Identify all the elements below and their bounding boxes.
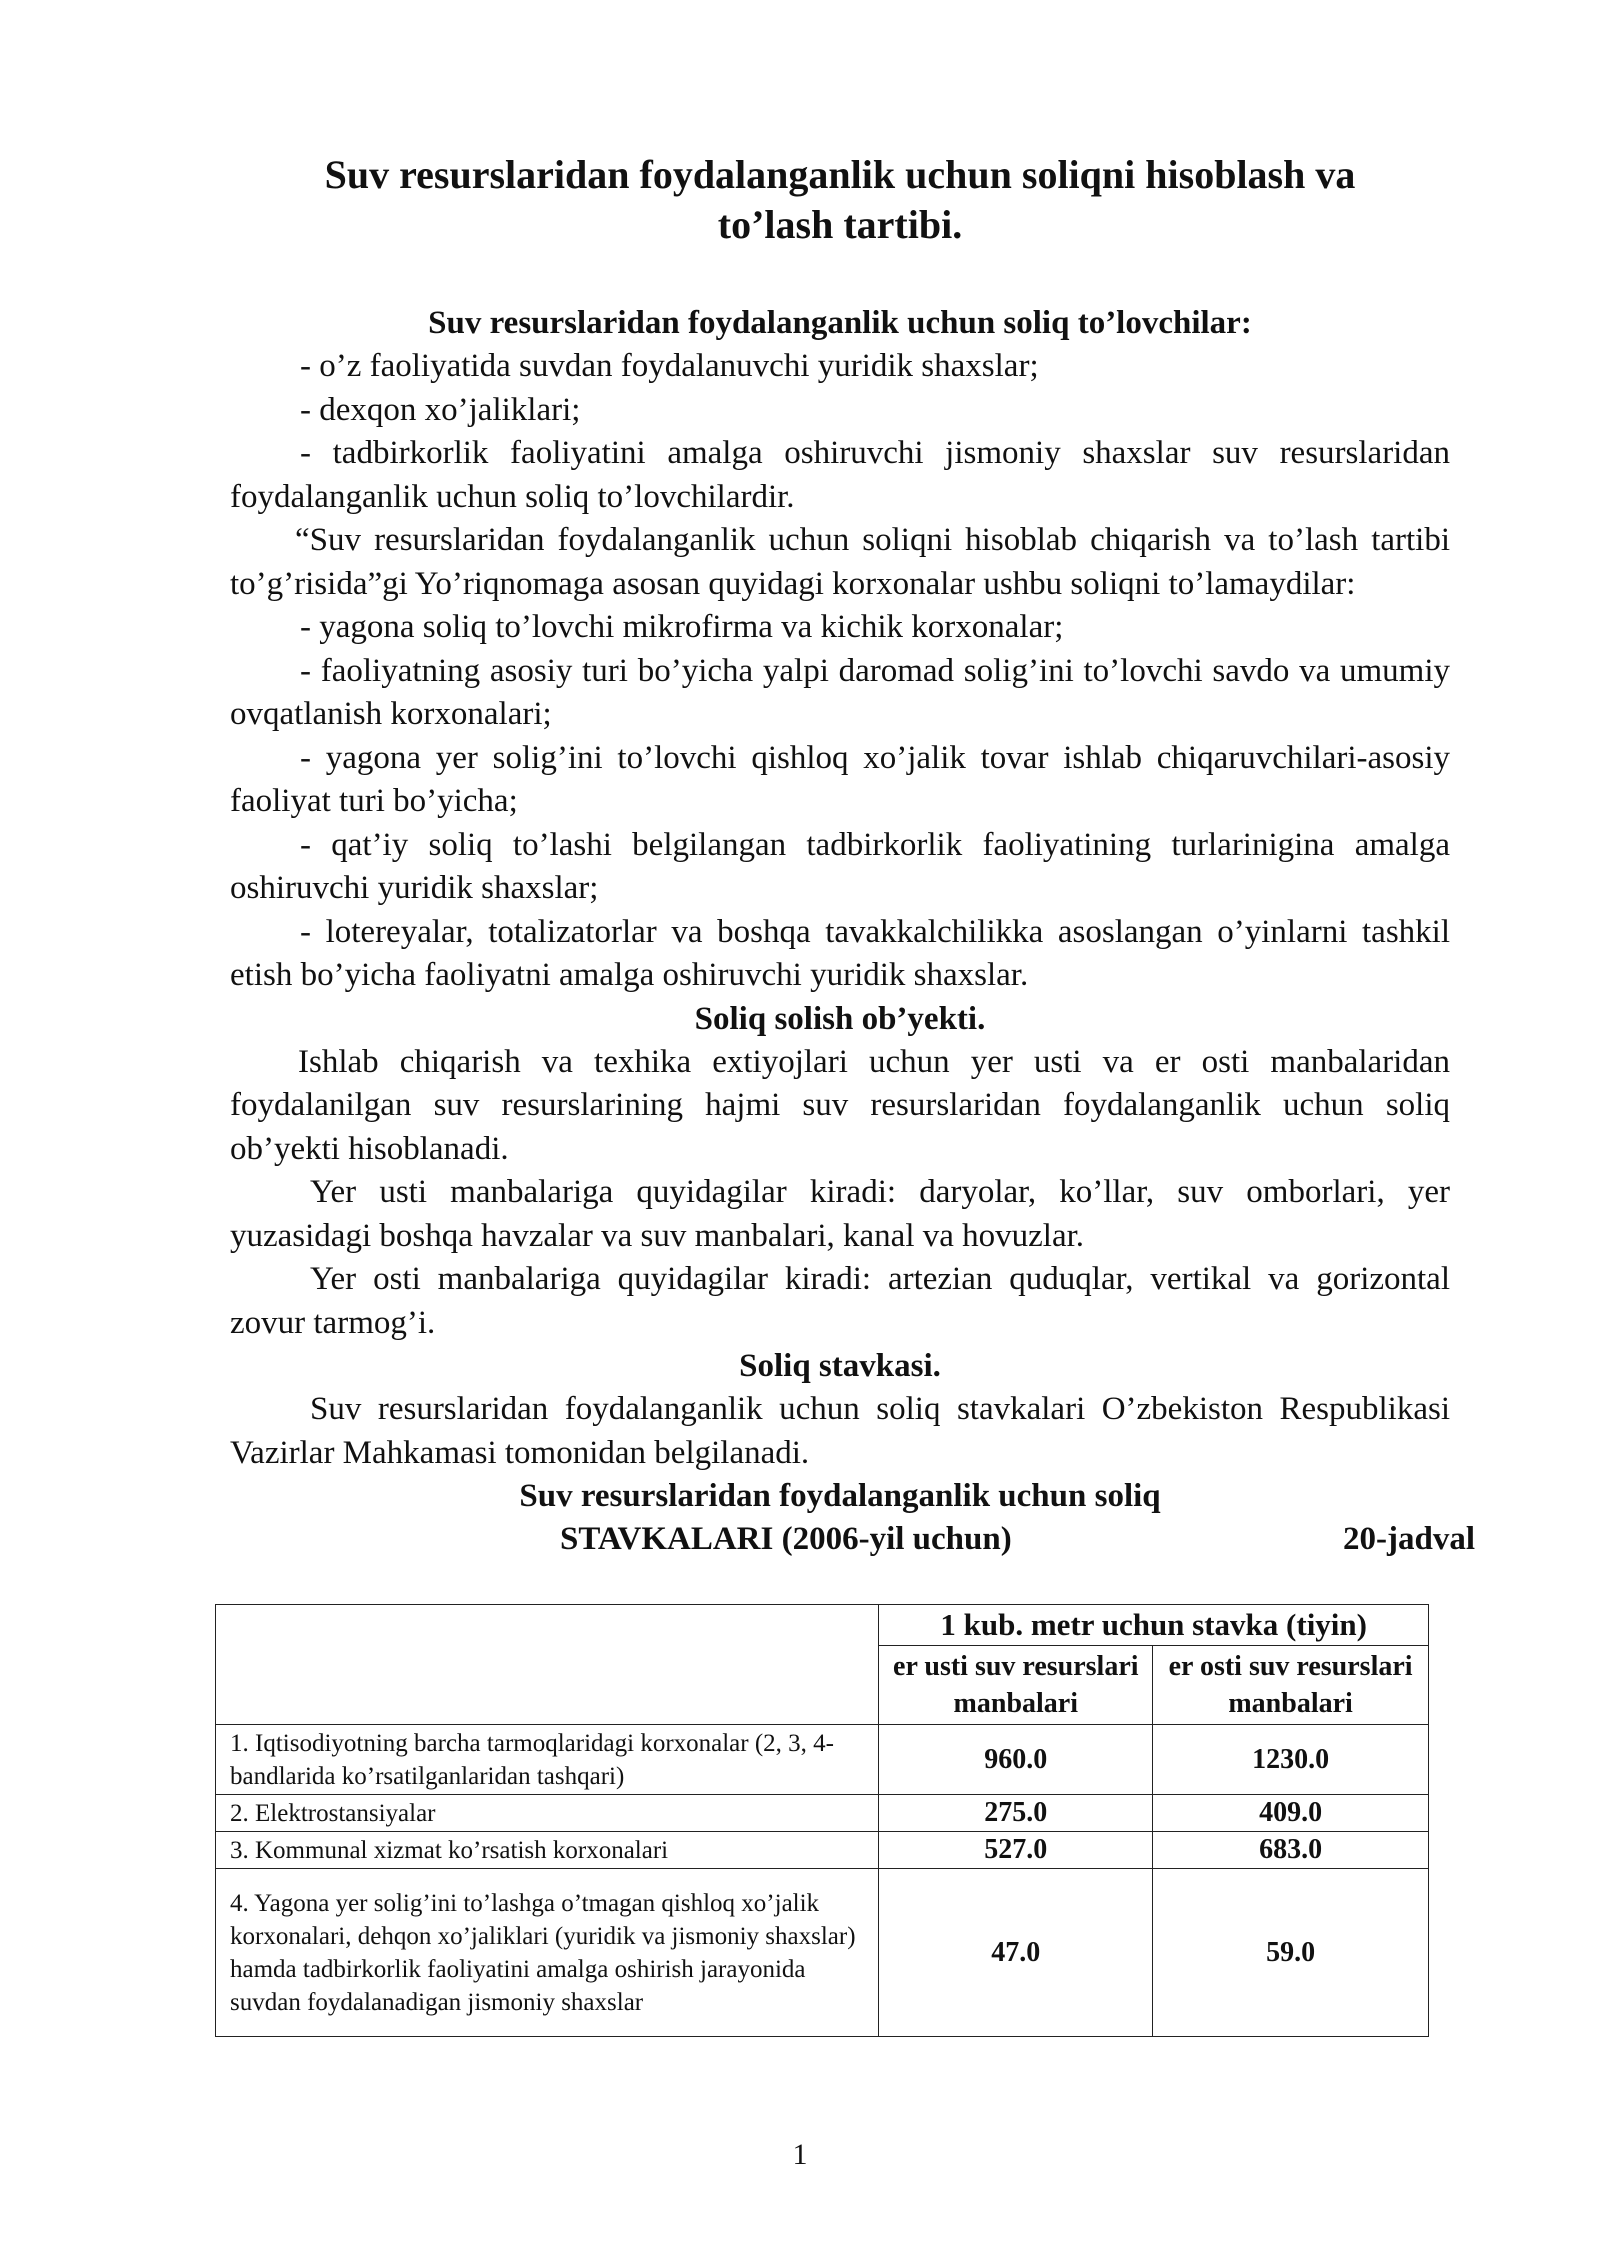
object-paragraph-2: Yer usti manbalariga quyidagilar kiradi: daryolar, ko’llar, suv omborlari, yer yuzasidagi boshqa havzalar va suv manbalari, kanal va hovuzlar. — [230, 1174, 1450, 1254]
table-row-surface-value: 275.0 — [879, 1795, 1153, 1832]
payers-item-3: - tadbirkorlik faoliyatini amalga oshiruvchi jismoniy shaxslar suv resurslaridan foydalanganlik uchun soliq to’lovchilardir. — [230, 435, 1450, 515]
rate-heading: Soliq stavkasi. — [739, 1348, 941, 1384]
exempt-item-1: - yagona soliq to’lovchi mikrofirma va kichik korxonalar; — [300, 609, 1064, 645]
exempt-item-5: - lotereyalar, totalizatorlar va boshqa tavakkalchilikka asoslangan o’yinlarni tashkil etish bo’yicha faoliyatni amalga oshiruvchi yuridik shaxslar. — [230, 913, 1450, 993]
exempt-item-3: - yagona yer solig’ini to’lovchi qishloq xo’jalik tovar ishlab chiqaruvchilari-asosiy faoliyat turi bo’yicha; — [230, 739, 1450, 819]
table-row-ground-value: 59.0 — [1153, 1869, 1429, 2037]
exempt-intro: “Suv resurslaridan foydalanganlik uchun soliqni hisoblab chiqarish va to’lash tartibi to’g’risida”gi Yo’riqnomaga asosan quyidagi korxonalar ushbu soliqni to’lamaydilar: — [230, 522, 1450, 602]
table-header-ground: er osti suv resurslari manbalari — [1153, 1646, 1429, 1725]
table-row-ground-value: 409.0 — [1153, 1795, 1429, 1832]
table-row-label: 3. Kommunal xizmat ko’rsatish korxonalari — [216, 1832, 879, 1869]
payers-item-2: - dexqon xo’jaliklari; — [300, 391, 581, 428]
payers-heading: Suv resurslaridan foydalanganlik uchun soliq to’lovchilar: — [428, 305, 1252, 341]
object-paragraph-1: Ishlab chiqarish va texhika extiyojlari uchun yer usti va er osti manbalaridan foydalanilgan suv resurslarining hajmi suv resurslaridan foydalanganlik uchun soliq ob’yekti hisoblanadi. — [230, 1043, 1450, 1167]
table-header-surface: er usti suv resurslari manbalari — [879, 1646, 1153, 1725]
table-row-ground-value: 683.0 — [1153, 1832, 1429, 1869]
table-row-surface-value: 960.0 — [879, 1725, 1153, 1795]
table-caption-line-2: STAVKALARI (2006-yil uchun) — [560, 1521, 1012, 1557]
document-page — [230, 150, 1475, 1561]
object-heading: Soliq solish ob’yekti. — [694, 1000, 986, 1037]
table-row-label: 4. Yagona yer solig’ini to’lashga o’tmagan qishloq xo’jalik korxonalari, dehqon xo’jaliklari (yuridik va jismoniy shaxslar) hamda tadbirkorlik faoliyatini amalga oshirish jarayonida suvdan foydalanadigan jismoniy shaxslar — [216, 1869, 879, 2037]
tax-rates-table — [215, 1604, 1429, 2037]
exempt-item-4: - qat’iy soliq to’lashi belgilangan tadbirkorlik faoliyatining turlarinigina amalga oshiruvchi yuridik shaxslar; — [230, 826, 1450, 906]
page-number: 1 — [792, 2138, 808, 2171]
table-row-label: 1. Iqtisodiyotning barcha tarmoqlaridagi korxonalar (2, 3, 4-bandlarida ko’rsatilganlaridan tashqari) — [216, 1725, 879, 1795]
table-caption-row — [230, 1518, 1475, 1561]
table-row-surface-value: 527.0 — [879, 1832, 1153, 1869]
table-row-label: 2. Elektrostansiyalar — [216, 1795, 879, 1832]
table-row — [216, 1869, 1429, 2037]
table-caption-line-1: Suv resurslaridan foydalanganlik uchun soliq — [519, 1478, 1161, 1514]
title-line-1: Suv resurslaridan foydalanganlik uchun soliqni hisoblash va — [324, 152, 1356, 197]
table-row — [216, 1795, 1429, 1832]
table-row — [216, 1725, 1429, 1795]
exempt-item-2: - faoliyatning asosiy turi bo’yicha yalpi daromad solig’ini to’lovchi savdo va umumiy ovqatlanish korxonalari; — [230, 652, 1450, 732]
payers-item-1: - o’z faoliyatida suvdan foydalanuvchi yuridik shaxslar; — [300, 348, 1039, 384]
rate-paragraph: Suv resurslaridan foydalanganlik uchun soliq stavkalari O’zbekiston Respublikasi Vazirlar Mahkamasi tomonidan belgilanadi. — [230, 1391, 1450, 1471]
table-number: 20-jadval — [1343, 1521, 1475, 1557]
table-row-ground-value: 1230.0 — [1153, 1725, 1429, 1795]
object-paragraph-3: Yer osti manbalariga quyidagilar kiradi: artezian quduqlar, vertikal va gorizontal zovur tarmog’i. — [230, 1261, 1450, 1341]
table-header-empty-cell — [216, 1605, 879, 1725]
title-line-2: to’lash tartibi. — [717, 202, 963, 247]
table-row-surface-value: 47.0 — [879, 1869, 1153, 2037]
table-row — [216, 1832, 1429, 1869]
table-header-row-1 — [216, 1605, 1429, 1646]
document-title — [230, 150, 1450, 250]
table-header-group: 1 kub. metr uchun stavka (tiyin) — [879, 1605, 1429, 1646]
